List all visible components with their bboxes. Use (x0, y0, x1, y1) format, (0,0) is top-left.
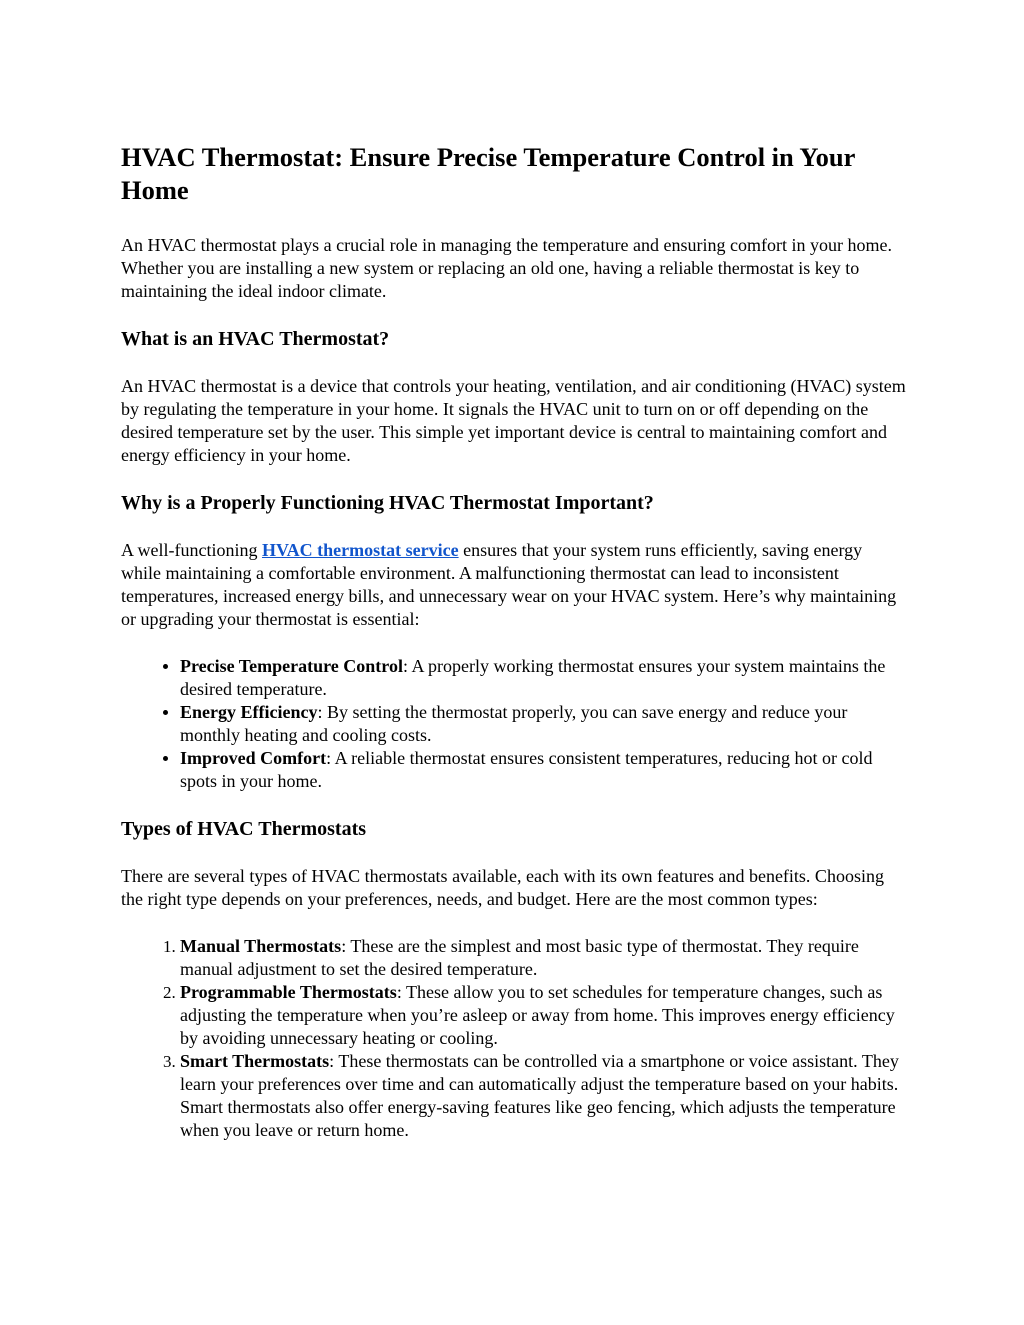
page-title: HVAC Thermostat: Ensure Precise Temperature Control in Your Home (121, 142, 855, 205)
section-heading-types: Types of HVAC Thermostats (121, 818, 367, 840)
hvac-thermostat-service-link[interactable]: HVAC thermostat service (261, 540, 459, 560)
intro-paragraph: An HVAC thermostat plays a crucial role in managing the temperature and ensuring comfort in your home. Whether you are installing a new system or replacing an old one, having a reliable thermostat is key to maintaining the ideal indoor climate. (121, 235, 892, 301)
list-item (180, 747, 906, 793)
list-item-term: Manual Thermostats (180, 936, 342, 956)
section-why-important-body (121, 539, 906, 631)
body-text-before-link: A well-functioning (121, 540, 262, 560)
list-item (180, 655, 906, 701)
list-item-text: : A reliable thermostat ensures consistent temperatures, reducing hot or cold spots in your home. (180, 748, 873, 791)
list-item-text: : These thermostats can be controlled via a smartphone or voice assistant. They learn your preferences over time and can automatically adjust the temperature based on your habits. Smart thermostats also offer energy-saving features like geo fencing, which adjusts the temperature when you leave or return home. (180, 1051, 899, 1140)
list-item-text: : By setting the thermostat properly, you can save energy and reduce your monthly heating and cooling costs. (180, 702, 848, 745)
list-item (180, 981, 906, 1050)
thermostat-types-numbered-list (121, 935, 906, 1142)
section-heading-what-is: What is an HVAC Thermostat? (121, 328, 390, 350)
section-what-is-body: An HVAC thermostat is a device that controls your heating, ventilation, and air conditioning (HVAC) system by regulating the temperature in your home. It signals the HVAC unit to turn on or off depending on the desired temperature set by the user. This simple yet important device is central to maintaining comfort and energy efficiency in your home. (121, 376, 906, 465)
list-item-text: : A properly working thermostat ensures your system maintains the desired temperature. (180, 656, 886, 699)
body-text-after-link: ensures that your system runs efficiently, saving energy while maintaining a comfortable environment. A malfunctioning thermostat can lead to inconsistent temperatures, increased energy bills, and unnecessary wear on your HVAC system. Here’s why maintaining or upgrading your thermostat is essential: (121, 540, 897, 629)
list-item (180, 935, 906, 981)
list-item-term: Energy Efficiency (180, 702, 318, 722)
list-item-text: : These allow you to set schedules for temperature changes, such as adjusting the temperature when you’re asleep or away from home. This improves energy efficiency by avoiding unnecessary heating or cooling. (180, 982, 895, 1048)
section-heading-why-important: Why is a Properly Functioning HVAC Thermostat Important? (121, 492, 654, 514)
list-item (180, 1050, 906, 1142)
list-item-term: Precise Temperature Control (180, 656, 403, 676)
section-types-body: There are several types of HVAC thermostats available, each with its own features and benefits. Choosing the right type depends on your preferences, needs, and budget. Here are the most common types: (121, 866, 884, 909)
benefits-bullet-list (121, 655, 906, 793)
list-item-term: Smart Thermostats (180, 1051, 330, 1071)
list-item-term: Programmable Thermostats (180, 982, 397, 1002)
list-item-term: Improved Comfort (180, 748, 327, 768)
document-content (121, 141, 906, 1166)
list-item-text: : These are the simplest and most basic type of thermostat. They require manual adjustment to set the desired temperature. (180, 936, 859, 979)
list-item (180, 701, 906, 747)
